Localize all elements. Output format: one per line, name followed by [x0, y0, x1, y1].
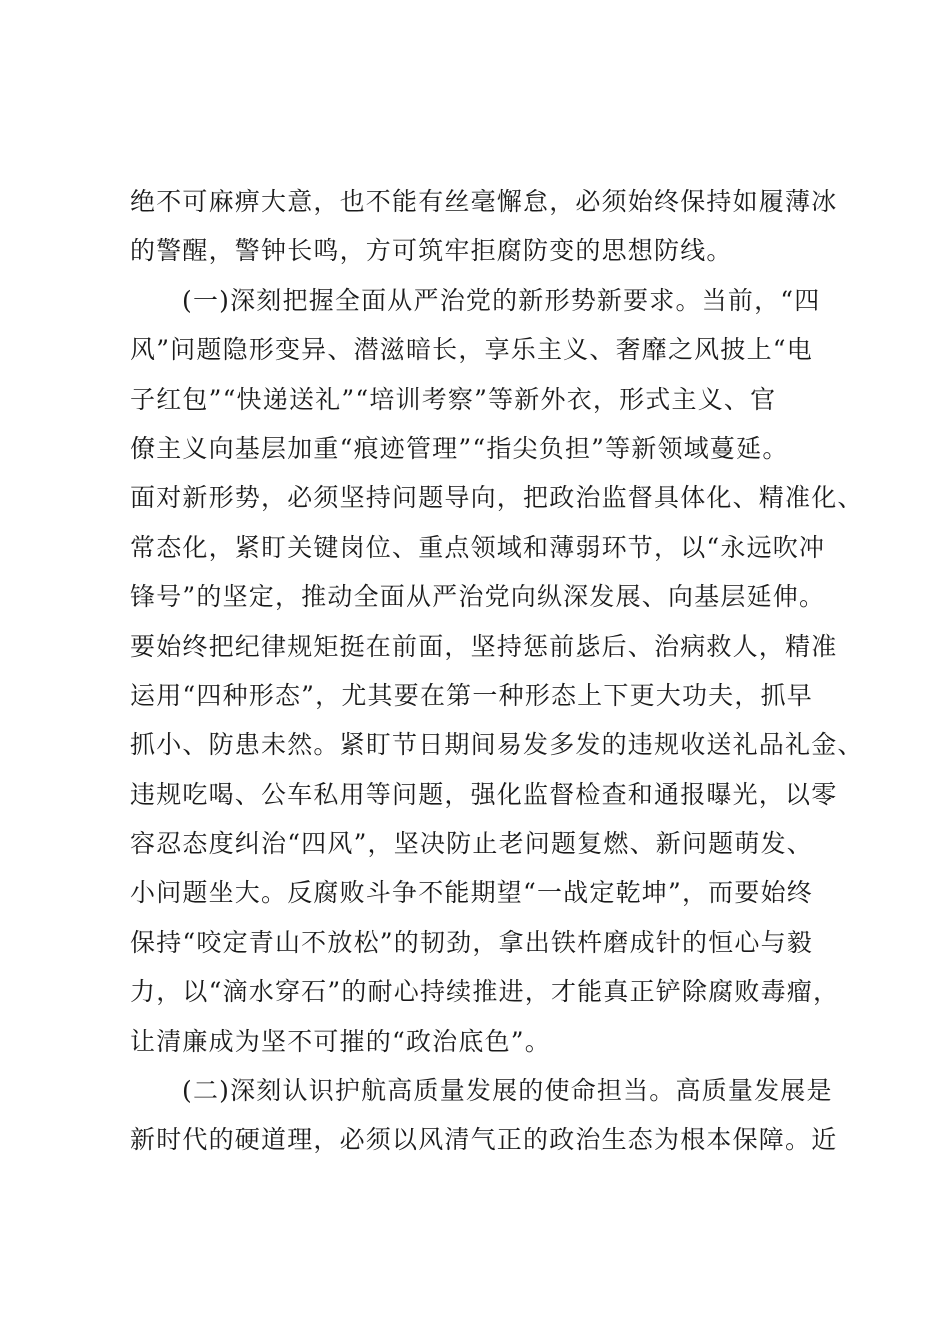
section-heading-line: (二)深刻认识护航高质量发展的使命担当。高质量发展是 — [182, 1076, 833, 1106]
document-body — [130, 177, 864, 1165]
text-line: 僚主义向基层加重“痕迹管理”“指尖负担”等新领域蔓延。 — [130, 433, 789, 463]
text-line: 力，以“滴水穿石”的耐心持续推进，才能真正铲除腐败毒瘤， — [130, 977, 840, 1007]
text-line: 要始终把纪律规矩挺在前面，坚持惩前毖后、治病救人，精准 — [130, 631, 838, 661]
text-line: 锋号”的坚定，推动全面从严治党向纵深发展、向基层延伸。 — [130, 582, 826, 612]
text-line: 保持“咬定青山不放松”的韧劲，拿出铁杵磨成针的恒心与毅 — [130, 927, 813, 957]
text-line: 常态化，紧盯关键岗位、重点领域和薄弱环节，以“永远吹冲 — [130, 532, 826, 562]
text-line: 抓小、防患未然。紧盯节日期间易发多发的违规收送礼品礼金、 — [130, 730, 864, 760]
text-line: 运用“四种形态”，尤其要在第一种形态上下更大功夫，抓早 — [130, 680, 813, 710]
text-line: 绝不可麻痹大意，也不能有丝毫懈怠，必须始终保持如履薄冰 — [130, 187, 838, 216]
text-line: 新时代的硬道理，必须以风清气正的政治生态为根本保障。近 — [130, 1125, 838, 1155]
text-line: 让清廉成为坚不可摧的“政治底色”。 — [130, 1026, 551, 1056]
text-line: 风”问题隐形变异、潜滋暗长，享乐主义、奢靡之风披上“电 — [130, 335, 813, 365]
text-line: 容忍态度纠治“四风”，坚决防止老问题复燃、新问题萌发、 — [130, 829, 813, 859]
text-line: 的警醒，警钟长鸣，方可筑牢拒腐防变的思想防线。 — [130, 236, 733, 266]
text-line: 违规吃喝、公车私用等问题，强化监督检查和通报曝光，以零 — [130, 779, 838, 809]
text-line: 小问题坐大。反腐败斗争不能期望“一战定乾坤”，而要始终 — [130, 878, 813, 908]
text-line: 子红包”“快递送礼”“培训考察”等新外衣，形式主义、官 — [130, 384, 777, 414]
text-line: 面对新形势，必须坚持问题导向，把政治监督具体化、精准化、 — [130, 483, 864, 513]
section-heading-line: (一)深刻把握全面从严治党的新形势新要求。当前，“四 — [182, 285, 821, 315]
